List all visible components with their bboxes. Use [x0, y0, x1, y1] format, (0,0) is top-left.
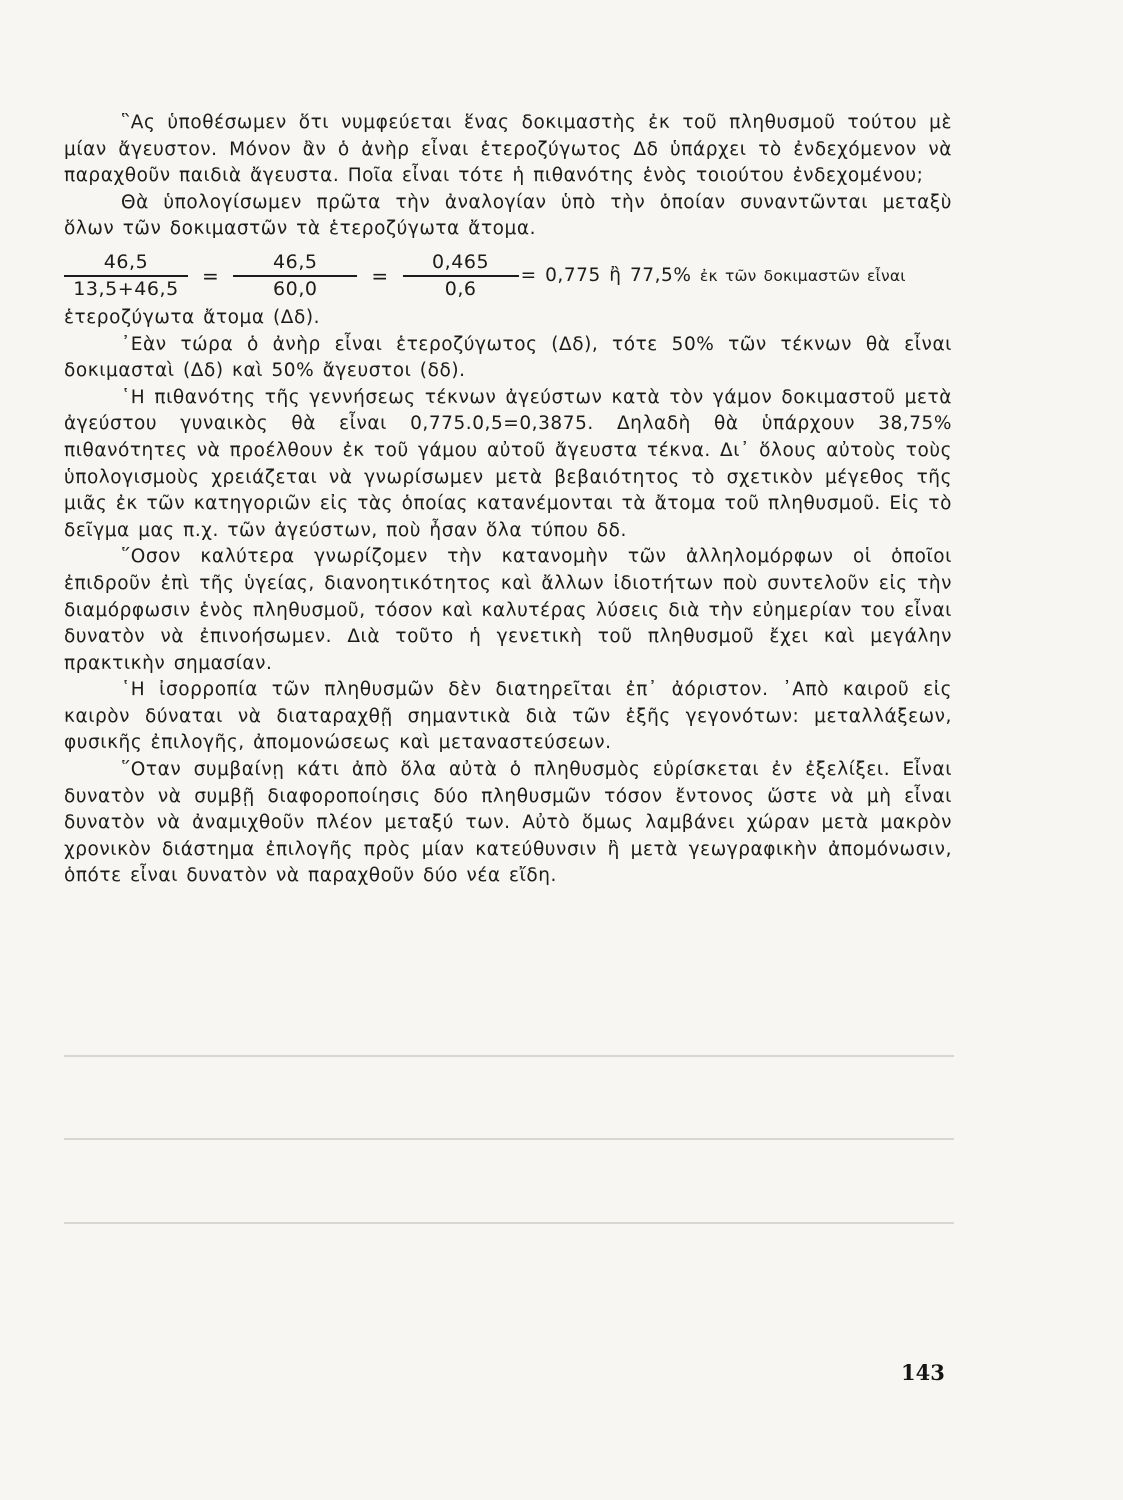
result-tail-text: ἐκ τῶν δοκιμαστῶν εἶναι: [699, 266, 906, 285]
fraction-3-denominator: 0,6: [444, 277, 477, 300]
paragraph-1: ῝Ας ὑποθέσωμεν ὅτι νυμφεύεται ἕνας δοκιμαστὴς ἐκ τοῦ πληθυσμοῦ τούτου μὲ μίαν ἄγευστον. Μόνον ἂν ὁ ἀνὴρ εἶναι ἑτεροζύγωτος Δδ ὑπάρχει τὸ ἐνδεχόμενον νὰ παραχθοῦν παιδιὰ ἄγευστα. Ποῖα εἶναι τότε ἡ πιθανότης ἑνὸς τοιούτου ἐνδεχομένου;: [64, 112, 952, 187]
fraction-1-numerator: 46,5: [103, 250, 149, 273]
body-text: [64, 110, 952, 890]
page-number: 143: [901, 1360, 945, 1385]
paragraph-6: ῞Οσον καλύτερα γνωρίζομεν τὴν κατανομὴν τῶν ἀλληλομόρφων οἱ ὁποῖοι ἐπιδροῦν ἐπὶ τῆς ὑγείας, διανοητικότητος καὶ ἄλλων ἰδιοτήτων ποὺ συντελοῦν εἰς τὴν διαμόρφωσιν ἑνὸς πληθυσμοῦ, τόσον καὶ καλυτέρας λύσεις διὰ τὴν εὐημερίαν του εἶναι δυνατὸν νὰ ἐπινοήσωμεν. Διὰ τοῦτο ἡ γενετικὴ τοῦ πληθυσμοῦ ἔχει καὶ μεγάλην πρακτικὴν σημασίαν.: [64, 546, 952, 674]
paragraph-2: Θὰ ὑπολογίσωμεν πρῶτα τὴν ἀναλογίαν ὑπὸ τὴν ὁποίαν συναντῶνται μεταξὺ ὅλων τῶν δοκιμαστῶν τὰ ἑτεροζύγωτα ἄτομα.: [64, 191, 952, 240]
paragraph-4: ᾿Εὰν τώρα ὁ ἀνὴρ εἶναι ἑτεροζύγωτος (Δδ), τότε 50% τῶν τέκνων θὰ εἶναι δοκιμασταὶ (Δδ) καὶ 50% ἄγευστοι (δδ).: [64, 333, 952, 382]
paragraph-3: ἑτεροζύγωτα ἄτομα (Δδ).: [64, 306, 321, 328]
fraction-3: [403, 250, 519, 302]
equation: [64, 247, 952, 305]
fraction-1-denominator: 13,5+46,5: [73, 277, 179, 300]
paragraph-5: ῾Η πιθανότης τῆς γεννήσεως τέκνων ἀγεύστων κατὰ τὸν γάμον δοκιμαστοῦ μετὰ ἀγεύστου γυναικὸς θὰ εἶναι 0,775.0,5=0,3875. Δηλαδὴ θὰ ὑπάρχουν 38,75% πιθανότητες νὰ προέλθουν ἐκ τοῦ γάμου αὐτοῦ ἄγευστα τέκνα. Δι᾿ ὅλους αὐτοὺς τοὺς ὑπολογισμοὺς χρειάζεται νὰ γνωρίσωμεν μετὰ βεβαιότητος τὸ σχετικὸν μέγεθος τῆς μιᾶς ἐκ τῶν κατηγοριῶν εἰς τὰς ὁποίας κατανέμονται τὰ ἄτομα τοῦ πληθυσμοῦ. Εἰς τὸ δεῖγμα μας π.χ. τῶν ἀγεύστων, ποὺ ἦσαν ὅλα τύπου δδ.: [64, 386, 952, 541]
fraction-2-denominator: 60,0: [273, 277, 318, 300]
bleed-through-line: [64, 1222, 954, 1224]
fraction-1: [64, 250, 188, 302]
equals-sign: =: [371, 263, 389, 288]
paragraph-7: ῾Η ἰσορροπία τῶν πληθυσμῶν δὲν διατηρεῖται ἐπ᾿ ἀόριστον. ᾿Απὸ καιροῦ εἰς καιρὸν δύναται νὰ διαταραχθῇ σημαντικὰ διὰ τῶν ἑξῆς γεγονότων: μεταλλάξεων, φυσικῆς ἐπιλογῆς, ἀπομονώσεως καὶ μεταναστεύσεων.: [64, 679, 952, 754]
fraction-2: [233, 250, 357, 302]
equals-sign: =: [202, 263, 220, 288]
fraction-3-numerator: 0,465: [432, 250, 490, 273]
result-value: = 0,775 ἢ 77,5%: [520, 264, 692, 286]
paragraph-8: ῞Οταν συμβαίνῃ κάτι ἀπὸ ὅλα αὐτὰ ὁ πληθυσμὸς εὑρίσκεται ἐν ἐξελίξει. Εἶναι δυνατὸν νὰ συμβῇ διαφοροποίησις δύο πληθυσμῶν τόσον ἔντονος ὥστε νὰ μὴ εἶναι δυνατὸν νὰ ἀναμιχθοῦν πλέον μεταξύ των. Αὐτὸ ὅμως λαμβάνει χώραν μετὰ μακρὸν χρονικὸν διάστημα ἐπιλογῆς πρὸς μίαν κατεύθυνσιν ἢ μετὰ γεωγραφικὴν ἀπομόνωσιν, ὁπότε εἶναι δυνατὸν νὰ παραχθοῦν δύο νέα εἴδη.: [64, 759, 952, 887]
fraction-2-numerator: 46,5: [273, 250, 318, 273]
equation-result: [521, 263, 906, 290]
bleed-through-line: [64, 1138, 954, 1140]
bleed-through-line: [64, 1055, 954, 1057]
